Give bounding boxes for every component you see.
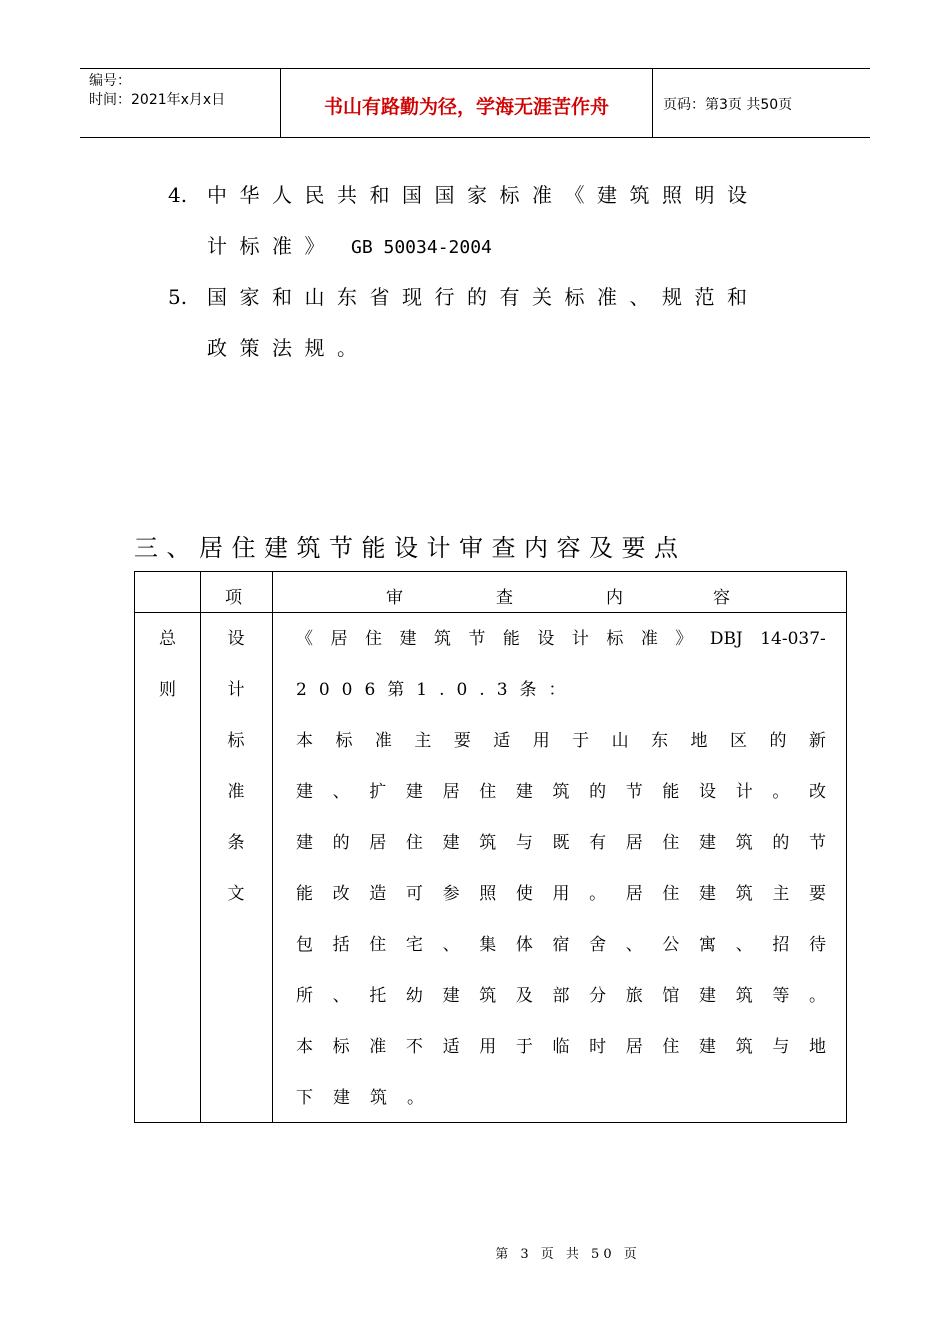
- list-item: [168, 170, 818, 221]
- list-item: [168, 272, 818, 323]
- item-number: 5.: [168, 285, 188, 309]
- content-line: 建 的 居 住 建 筑 与 既 有 居 住 建 筑 的 节: [296, 833, 826, 853]
- item-char: 条: [227, 833, 245, 853]
- content-line: 下建筑。: [296, 1088, 444, 1108]
- number-label: 编号：: [89, 73, 131, 89]
- list-item-continuation: [168, 323, 818, 374]
- item-number: 4.: [168, 183, 188, 207]
- item-text: 中华人民共和国国家标准《建筑照明设: [207, 183, 760, 207]
- time-label: 时间：2021年x月x日: [89, 92, 226, 108]
- content-line: 所 、 托 幼 建 筑 及 部 分 旅 馆 建 筑 等 。: [296, 986, 826, 1006]
- header-page-info: 页码：第3页 共50页: [663, 97, 793, 113]
- header-meta: [80, 69, 281, 137]
- item-text: 国家和山东省现行的有关标准、规范和: [207, 285, 760, 309]
- item-cell: [200, 614, 272, 920]
- review-table: [134, 571, 847, 1123]
- list-item-continuation: [168, 221, 818, 272]
- item-text: 政策法规。: [207, 336, 370, 360]
- item-char: 标: [227, 731, 245, 751]
- header-content-char: 容: [713, 588, 730, 608]
- content-line: 建 、 扩 建 居 住 建 筑 的 节 能 设 计 。 改: [296, 782, 826, 802]
- content-line: 能 改 造 可 参 照 使 用 。 居 住 建 筑 主 要: [296, 884, 826, 904]
- header-content-char: 查: [496, 588, 513, 608]
- item-char: 设: [227, 629, 245, 649]
- content-line: 本 标 准 不 适 用 于 临 时 居 住 建 筑 与 地: [296, 1037, 826, 1057]
- item-text: 计标准》: [207, 234, 337, 258]
- page-header: [80, 68, 870, 138]
- reference-list: [168, 170, 818, 374]
- column-divider: [272, 572, 273, 1122]
- header-item: 项: [225, 588, 242, 608]
- standard-code: GB 50034-2004: [351, 237, 492, 258]
- item-char: 准: [227, 782, 245, 802]
- page-footer: 第 3 页 共 50 页: [495, 1247, 641, 1262]
- header-divider: [135, 612, 846, 613]
- category-char: 总: [159, 629, 176, 649]
- header-motto: 书山有路勤为径，学海无涯苦作舟: [281, 69, 653, 137]
- item-char: 计: [227, 680, 245, 700]
- content-line: 本 标 准 主 要 适 用 于 山 东 地 区 的 新: [296, 731, 826, 751]
- category-cell: [135, 614, 200, 716]
- item-char: 文: [227, 884, 245, 904]
- content-line: 包 括 住 宅 、 集 体 宿 舍 、 公 寓 、 招 待: [296, 935, 826, 955]
- content-cell: [296, 614, 826, 1124]
- header-content-char: 内: [606, 588, 623, 608]
- category-char: 则: [159, 680, 176, 700]
- header-content-char: 审: [386, 588, 403, 608]
- content-line: 《 居 住 建 筑 节 能 设 计 标 准 》 DBJ 14-037-: [296, 629, 826, 649]
- section-title: 三、居住建筑节能设计审查内容及要点: [134, 534, 687, 562]
- content-line: 2006第1.0.3条：: [296, 680, 578, 700]
